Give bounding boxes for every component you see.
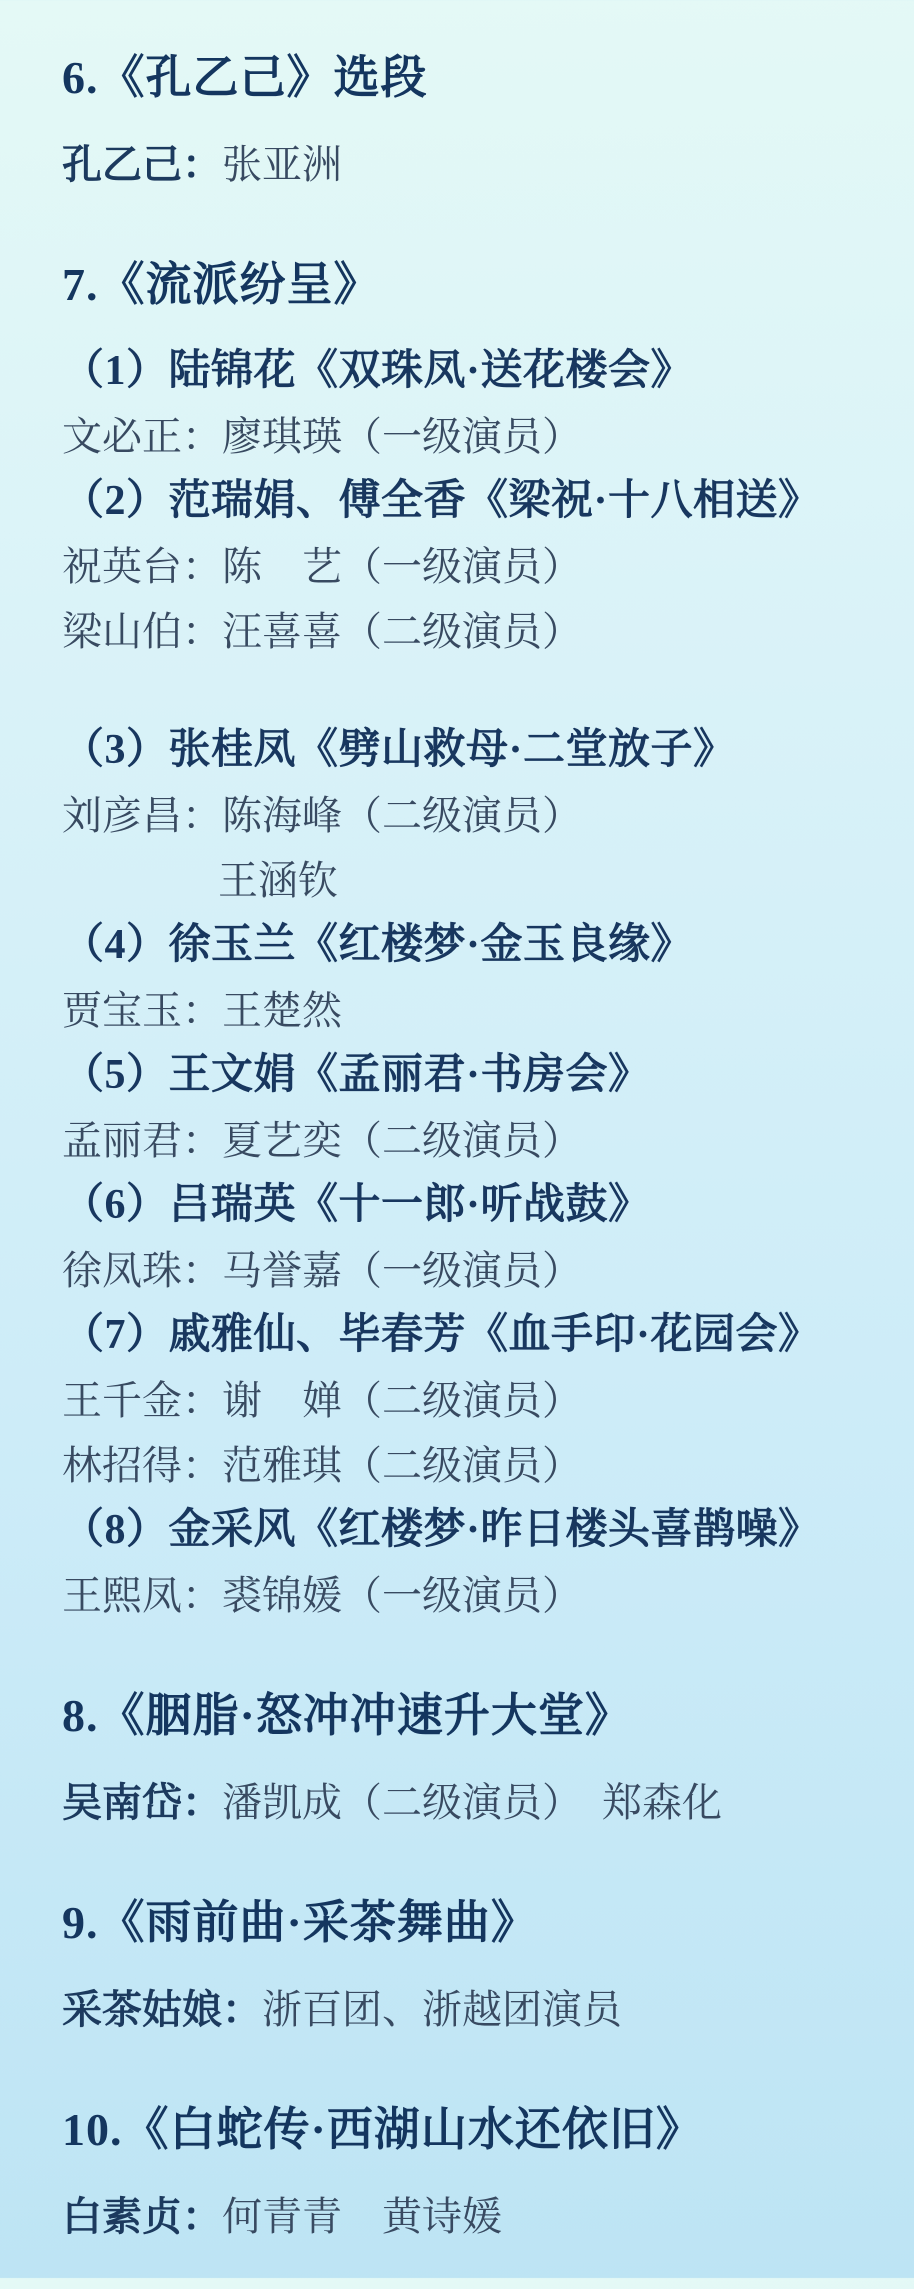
subitem-heading: （5）王文娟《孟丽君·书房会》 [62, 1052, 651, 1098]
performer-names: 陈 艺（一级演员） [222, 544, 582, 589]
subitem-heading: （8）金采风《红楼梦·昨日楼头喜鹊噪》 [62, 1507, 821, 1553]
performer-names: 王楚然 [222, 988, 342, 1033]
section-heading: 7.《流派纷呈》 [62, 259, 381, 310]
performer-names: 谢 婵（二级演员） [222, 1378, 582, 1423]
section-heading: 8.《胭脂·怒冲冲速升大堂》 [62, 1690, 632, 1741]
performer-names: 夏艺奕（二级演员） [222, 1118, 582, 1163]
performer-continuation: 王涵钦 [218, 858, 338, 903]
performer-names: 何青青 黄诗媛 [222, 2194, 502, 2239]
role-label: 白素贞： [62, 2194, 222, 2239]
cast-line [62, 1563, 888, 1628]
cast-line [62, 1770, 888, 1835]
performer-names: 潘凯成（二级演员） 郑森化 [222, 1780, 722, 1825]
performer-names: 陈海峰（二级演员） [222, 793, 582, 838]
cast-line [62, 1238, 888, 1303]
section-heading: 9.《雨前曲·采茶舞曲》 [62, 1897, 538, 1948]
cast-line [62, 783, 888, 848]
cast-line [62, 599, 888, 664]
section-heading: 6.《孔乙己》选段 [62, 52, 428, 103]
role-label: 文必正： [62, 414, 222, 459]
performer-names: 马誉嘉（一级演员） [222, 1248, 582, 1293]
program-section-9 [62, 1891, 888, 2042]
cast-line [62, 132, 888, 197]
cast-line [62, 2184, 888, 2249]
subitem-heading: （3）张桂凤《劈山救母·二堂放子》 [62, 727, 736, 773]
cast-line [62, 534, 888, 599]
performer-names: 范雅琪（二级演员） [222, 1443, 582, 1488]
program-section-10 [62, 2098, 888, 2249]
cast-line [62, 1433, 888, 1498]
role-label: 刘彦昌： [62, 793, 222, 838]
cast-line [62, 978, 888, 1043]
role-label: 王熙凤： [62, 1573, 222, 1618]
role-label: 孟丽君： [62, 1118, 222, 1163]
role-label: 梁山伯： [62, 609, 222, 654]
performer-names: 汪喜喜（二级演员） [222, 609, 582, 654]
role-label: 林招得： [62, 1443, 222, 1488]
program-section-8 [62, 1684, 888, 1835]
subitem-heading: （7）戚雅仙、毕春芳《血手印·花园会》 [62, 1312, 821, 1358]
role-label: 孔乙己： [62, 142, 222, 187]
subitem-heading: （2）范瑞娟、傅全香《梁祝·十八相送》 [62, 478, 821, 524]
role-label: 徐凤珠： [62, 1248, 222, 1293]
role-label: 采茶姑娘： [62, 1987, 262, 2032]
role-label: 贾宝玉： [62, 988, 222, 1033]
cast-line [62, 1977, 888, 2042]
performer-names: 裘锦媛（一级演员） [222, 1573, 582, 1618]
role-label: 祝英台： [62, 544, 222, 589]
cast-line [62, 404, 888, 469]
subitem-heading: （4）徐玉兰《红楼梦·金玉良缘》 [62, 922, 694, 968]
cast-line [62, 1108, 888, 1173]
subitem-heading: （6）吕瑞英《十一郎·听战鼓》 [62, 1182, 651, 1228]
cast-line [62, 1368, 888, 1433]
program-section-7 [62, 253, 888, 1628]
performer-names: 浙百团、浙越团演员 [262, 1987, 622, 2032]
performer-names: 廖琪瑛（一级演员） [222, 414, 582, 459]
subitem-heading: （1）陆锦花《双珠凤·送花楼会》 [62, 348, 694, 394]
role-label: 吴南岱： [62, 1780, 222, 1825]
performer-names: 张亚洲 [222, 142, 342, 187]
program-section-6 [62, 46, 888, 197]
role-label: 王千金： [62, 1378, 222, 1423]
section-heading: 10.《白蛇传·西湖山水还依旧》 [62, 2104, 703, 2155]
